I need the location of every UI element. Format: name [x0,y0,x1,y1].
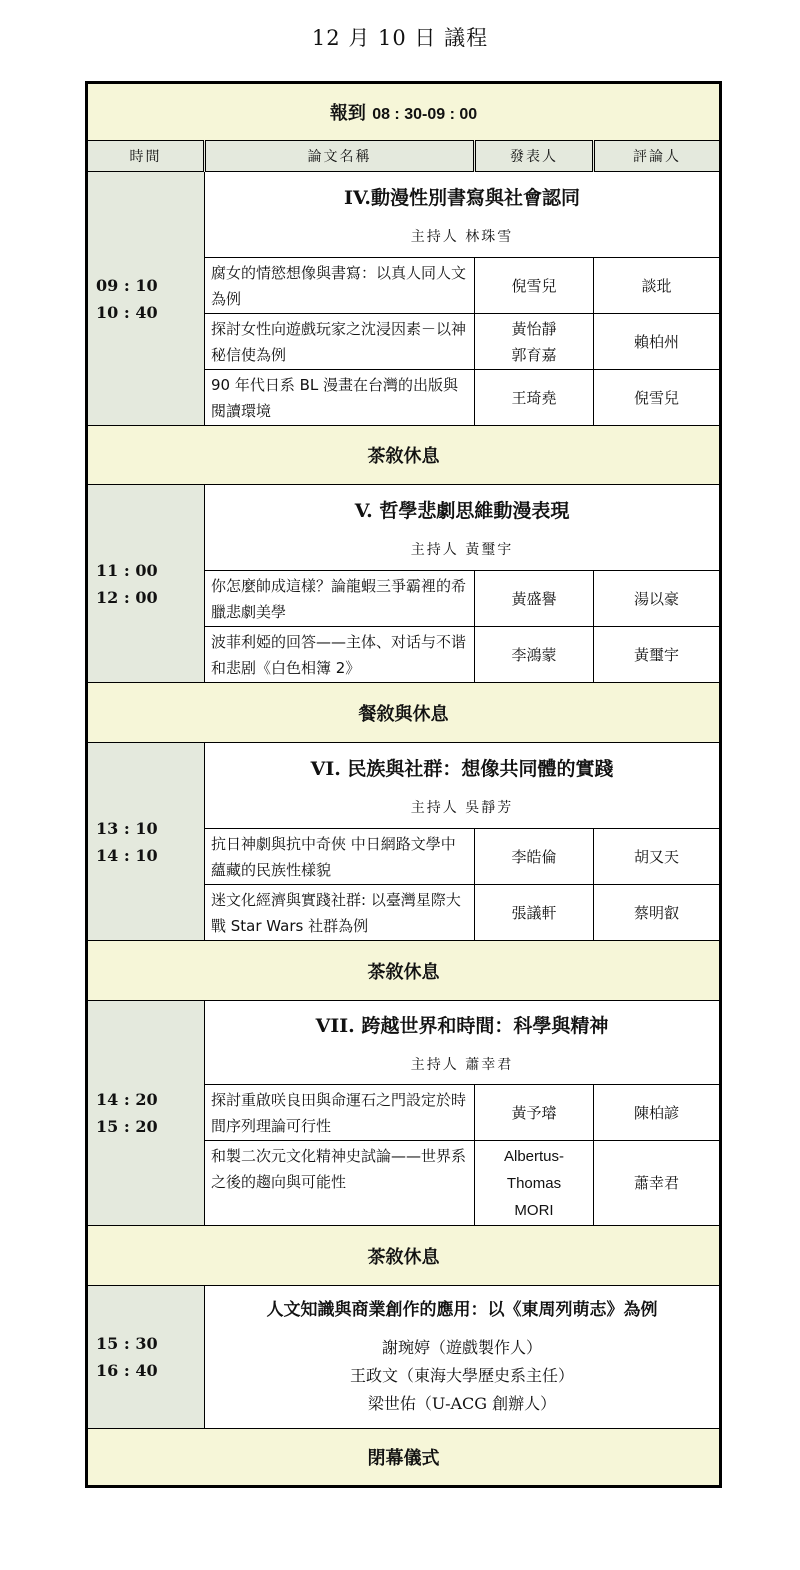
registration-row [87,83,721,141]
registration-time: 08 : 30-09 : 00 [372,106,478,123]
discussant: 陳柏諺 [594,1085,721,1141]
presenter: 王琦堯 [475,370,594,426]
discussant: 胡又天 [594,829,721,885]
paper-title: 90 年代日系 BL 漫畫在台灣的出版與閱讀環境 [205,370,475,426]
session-title: IV.動漫性別書寫與社會認同 [344,186,580,209]
break-row [87,426,721,485]
break-row [87,941,721,1001]
session-header-row [87,485,721,571]
session-header-row [87,1001,721,1085]
session-title: VII. 跨越世界和時間：科學與精神 [315,1014,609,1037]
session-header-row [87,743,721,829]
session-time: 15 : 30 16 : 40 [87,1286,205,1429]
speaker: 王政文（東海大學歷史系主任） [350,1366,575,1385]
registration-label: 報到 [329,103,366,124]
closing-row [87,1429,721,1487]
closing-label: 閉幕儀式 [87,1429,721,1487]
header-paper: 論文名稱 [205,141,475,172]
presenter: 黃盛譽 [475,571,594,627]
header-discussant: 評論人 [594,141,721,172]
presenter: Albertus- Thomas MORI [475,1141,594,1226]
special-session-title: 人文知識與商業創作的應用：以《東周列萌志》為例 [266,1300,658,1320]
presenter: 黃予璿 [475,1085,594,1141]
paper-title: 迷文化經濟與實踐社群: 以臺灣星際大戰 Star Wars 社群為例 [205,885,475,941]
discussant: 蔡明叡 [594,885,721,941]
session-chair: 主持人 吳靜芳 [410,799,514,816]
discussant: 蕭幸君 [594,1141,721,1226]
header-presenter: 發表人 [475,141,594,172]
session-title-cell [205,485,721,571]
session-title-cell [205,1001,721,1085]
session-time: 14 : 20 15 : 20 [87,1001,205,1226]
header-time: 時間 [87,141,205,172]
special-session-row [87,1286,721,1429]
discussant: 黃璽宇 [594,627,721,683]
break-label: 茶敘休息 [87,941,721,1001]
session-time: 11 : 00 12 : 00 [87,485,205,683]
break-label: 茶敘休息 [87,1226,721,1286]
presenter: 黃怡靜 郭育嘉 [475,314,594,370]
break-row [87,1226,721,1286]
session-chair: 主持人 蕭幸君 [410,1056,514,1073]
session-header-row [87,172,721,258]
paper-title: 腐女的情慾想像與書寫：以真人同人文為例 [205,258,475,314]
discussant: 賴柏州 [594,314,721,370]
speaker: 謝琬婷（遊戲製作人） [382,1338,543,1357]
discussant: 湯以豪 [594,571,721,627]
presenter: 李皓倫 [475,829,594,885]
session-title-cell [205,743,721,829]
paper-title: 探討女性向遊戲玩家之沈浸因素－以神秘信使為例 [205,314,475,370]
session-time: 13 : 10 14 : 10 [87,743,205,941]
discussant: 談玭 [594,258,721,314]
discussant: 倪雪兒 [594,370,721,426]
session-title-cell [205,172,721,258]
presenter: 李鴻蒙 [475,627,594,683]
paper-title: 你怎麼帥成這樣？論龍蝦三爭霸裡的希臘悲劇美學 [205,571,475,627]
column-header-row [87,141,721,172]
session-chair: 主持人 黃璽宇 [410,541,514,558]
page-title: 12 月 10 日 議程 [311,26,489,50]
session-title: VI. 民族與社群：想像共同體的實踐 [310,757,614,780]
speaker: 梁世佑（U-ACG 創辦人） [367,1394,557,1413]
session-title: V. 哲學悲劇思維動漫表現 [354,499,570,522]
break-label: 茶敘休息 [87,426,721,485]
presenter: 張議軒 [475,885,594,941]
paper-title: 和製二次元文化精神史試論——世界系之後的趨向與可能性 [205,1141,475,1226]
break-label: 餐敘與休息 [87,683,721,743]
special-session-cell [205,1286,721,1429]
paper-title: 探討重啟咲良田與命運石之門設定於時間序列理論可行性 [205,1085,475,1141]
session-time: 09 : 10 10 : 40 [87,172,205,426]
paper-title: 抗日神劇與抗中奇俠 中日網路文學中蘊藏的民族性樣貌 [205,829,475,885]
paper-title: 波菲利婭的回答——主体、对话与不谐和悲剧《白色相簿 2》 [205,627,475,683]
session-chair: 主持人 林珠雪 [410,228,514,245]
break-row [87,683,721,743]
presenter: 倪雪兒 [475,258,594,314]
agenda-table [85,81,722,1488]
